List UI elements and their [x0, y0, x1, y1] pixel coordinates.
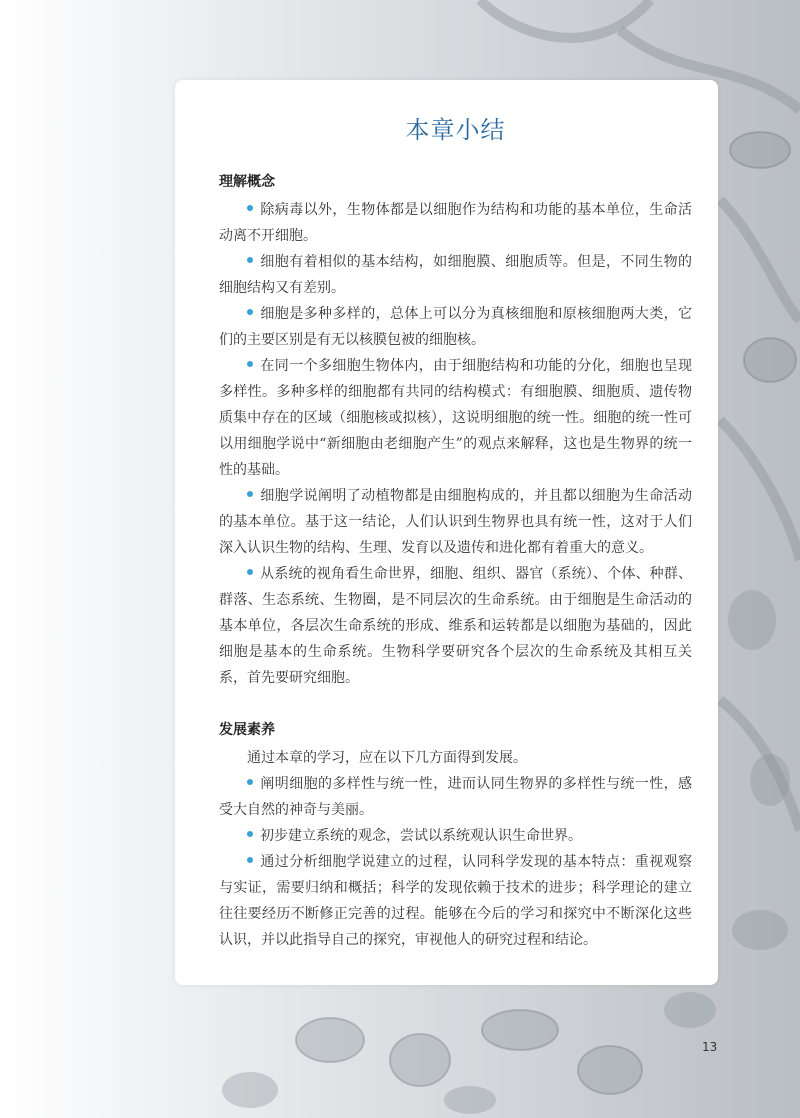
literacy-paragraph: 阐明细胞的多样性与统一性，进而认同生物界的多样性与统一性，感受大自然的神奇与美丽。 — [219, 776, 692, 818]
concept-paragraph: 细胞是多种多样的，总体上可以分为真核细胞和原核细胞两大类，它们的主要区别是有无以核膜包被的细胞核。 — [219, 306, 692, 348]
bullet-icon — [247, 857, 253, 863]
section-understand-concepts — [219, 171, 692, 691]
bullet-icon — [247, 831, 253, 837]
bullet-icon — [247, 491, 253, 497]
bullet-icon — [247, 569, 253, 575]
literacy-paragraph: 通过分析细胞学说建立的过程，认同科学发现的基本特点：重视观察与实证，需要归纳和概括；科学的发现依赖于技术的进步；科学理论的建立往往要经历不断修正完善的过程。能够在今后的学习和探究中不断深化这些认识，并以此指导自己的探究，审视他人的研究过程和结论。 — [219, 854, 692, 948]
concept-paragraph: 从系统的视角看生命世界，细胞、组织、器官（系统）、个体、种群、群落、生态系统、生物圈，是不同层次的生命系统。由于细胞是生命活动的基本单位，各层次生命系统的形成、维系和运转都是以细胞为基础的，因此细胞是基本的生命系统。生物科学要研究各个层次的生命系统及其相互关系，首先要研究细胞。 — [219, 566, 692, 686]
section-develop-literacy — [219, 719, 692, 953]
concept-paragraph: 细胞学说阐明了动植物都是由细胞构成的，并且都以细胞为生命活动的基本单位。基于这一结论，人们认识到生物界也具有统一性，这对于人们深入认识生物的结构、生理、发育以及遗传和进化都有着重大的意义。 — [219, 488, 692, 556]
literacy-intro: 通过本章的学习，应在以下几方面得到发展。 — [247, 750, 527, 766]
bullet-icon — [247, 205, 253, 211]
chapter-summary-title: 本章小结 — [405, 116, 506, 144]
section-heading: 发展素养 — [219, 722, 275, 738]
concept-paragraph: 在同一个多细胞生物体内，由于细胞结构和功能的分化，细胞也呈现多样性。多种多样的细胞都有共同的结构模式：有细胞膜、细胞质、遗传物质集中存在的区域（细胞核或拟核），这说明细胞的统一性。细胞的统一性可以用细胞学说中“新细胞由老细胞产生”的观点来解释，这也是生物界的统一性的基础。 — [219, 358, 692, 478]
concept-paragraph: 除病毒以外，生物体都是以细胞作为结构和功能的基本单位，生命活动离不开细胞。 — [219, 202, 692, 244]
page-number: 13 — [702, 1040, 718, 1054]
concept-paragraph: 细胞有着相似的基本结构，如细胞膜、细胞质等。但是，不同生物的细胞结构又有差别。 — [219, 254, 692, 296]
bullet-icon — [247, 257, 253, 263]
summary-card — [175, 80, 718, 985]
bullet-icon — [247, 779, 253, 785]
literacy-paragraph: 初步建立系统的观念，尝试以系统观认识生命世界。 — [219, 823, 692, 849]
bullet-icon — [247, 361, 253, 367]
bullet-icon — [247, 309, 253, 315]
section-heading: 理解概念 — [219, 174, 275, 190]
